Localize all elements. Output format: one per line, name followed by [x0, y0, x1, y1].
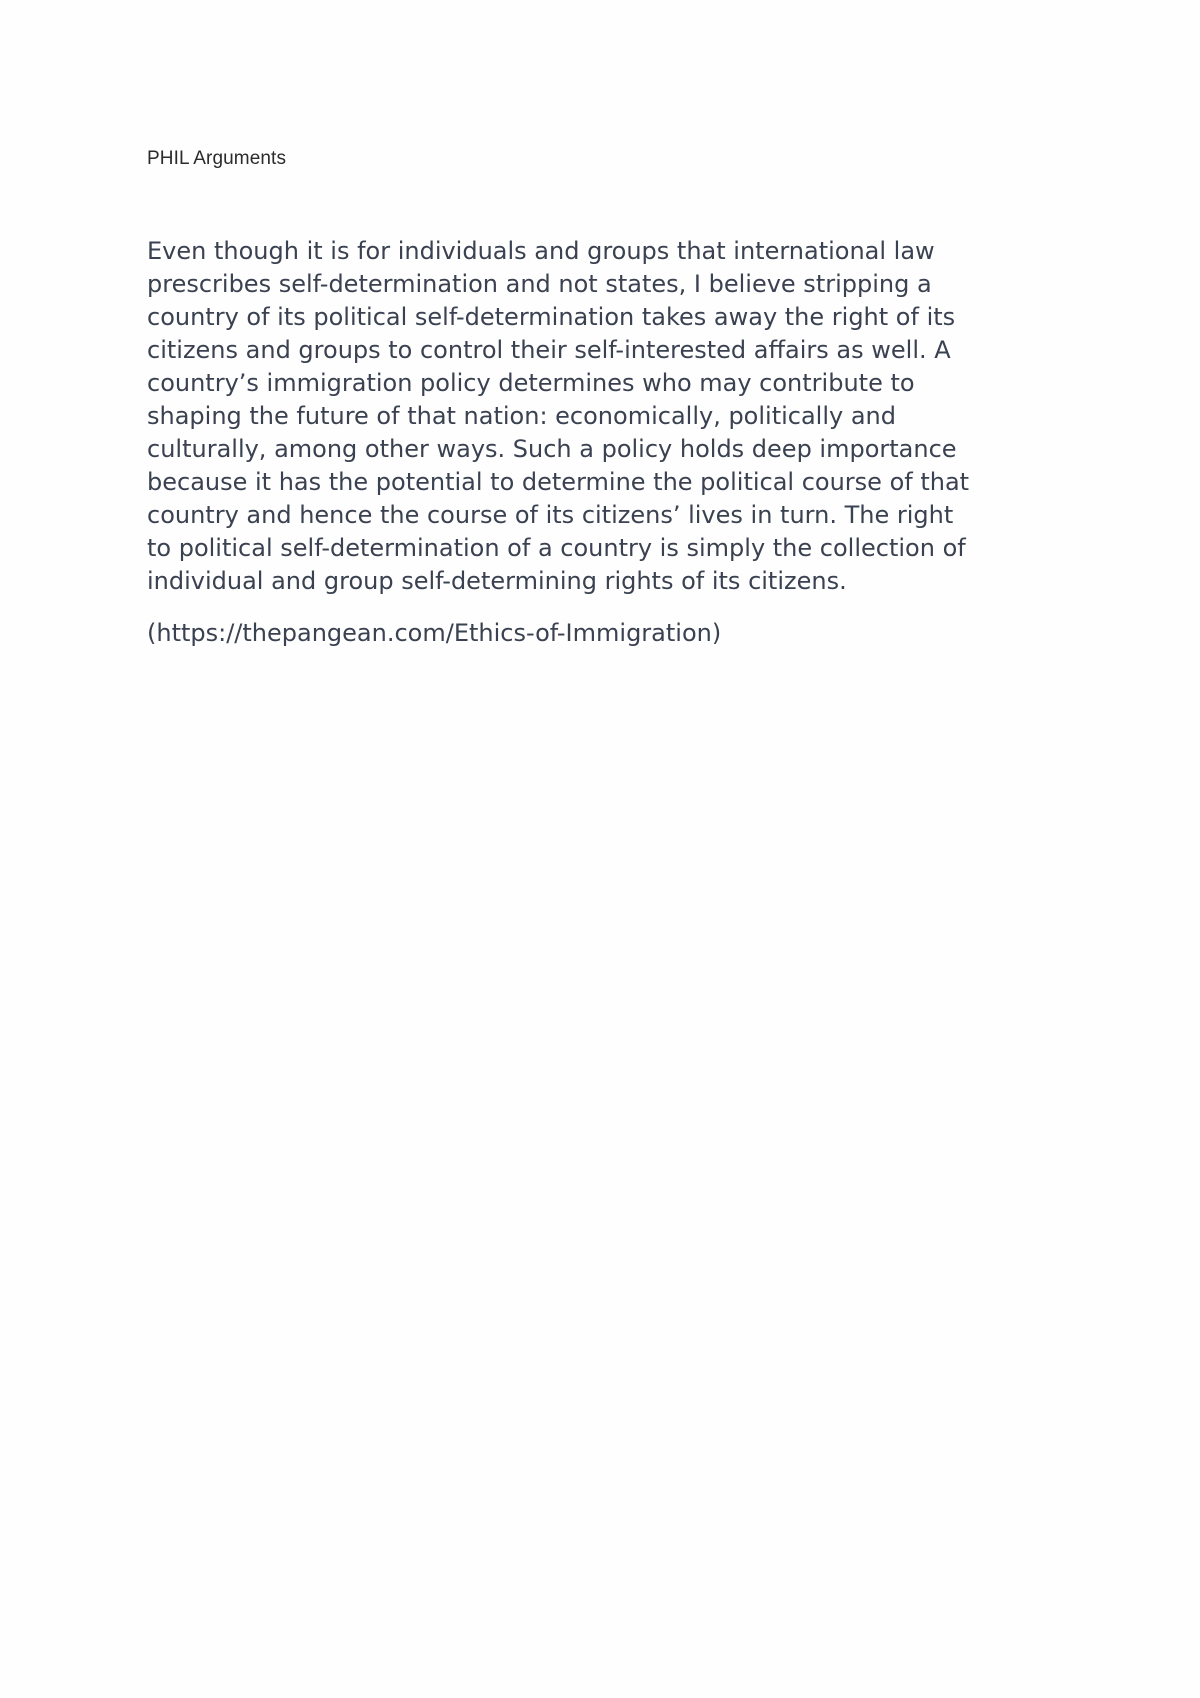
paragraph-line: culturally, among other ways. Such a policy holds deep importance	[147, 435, 957, 463]
paragraph-line: country and hence the course of its citizens’ lives in turn. The right	[147, 501, 954, 529]
body-paragraph	[147, 235, 1077, 598]
paragraph-line: country of its political self-determination takes away the right of its	[147, 303, 956, 331]
paragraph-line: country’s immigration policy determines who may contribute to	[147, 369, 915, 397]
paragraph-line: to political self-determination of a country is simply the collection of	[147, 534, 966, 562]
paragraph-line: individual and group self-determining rights of its citizens.	[147, 567, 847, 595]
paragraph-line: prescribes self-determination and not states, I believe stripping a	[147, 270, 932, 298]
paragraph-line: shaping the future of that nation: economically, politically and	[147, 402, 897, 430]
source-link[interactable]: (https://thepangean.com/Ethics-of-Immigration)	[147, 619, 722, 647]
paragraph-line: because it has the potential to determine the political course of that	[147, 468, 970, 496]
paragraph-line: citizens and groups to control their self-interested affairs as well. A	[147, 336, 951, 364]
paragraph-line: Even though it is for individuals and groups that international law	[147, 237, 935, 265]
page-header: PHIL Arguments	[147, 148, 287, 169]
